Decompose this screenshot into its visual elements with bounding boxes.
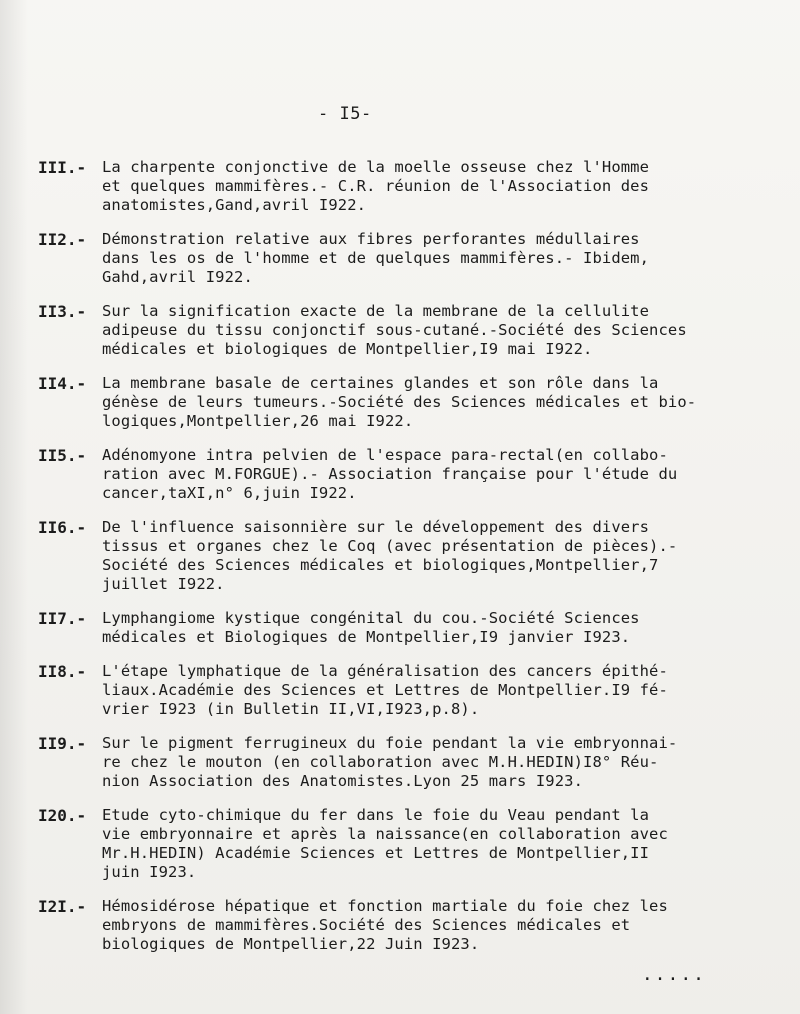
entry-text: Lymphangiome kystique congénital du cou.-Société Sciences médicales et Biologiques de Montpellier,I9 janvier I923.: [102, 609, 640, 646]
entry-number: II6.-: [38, 518, 87, 537]
publication-entry: [38, 230, 788, 287]
entry-text: De l'influence saisonnière sur le développement des divers tissus et organes chez le Coq (avec présentation de pièces).- Société des Sciences médicales et biologiques,Montpellier,7 juillet I922.: [102, 518, 678, 593]
entry-text: La charpente conjonctive de la moelle osseuse chez l'Homme et quelques mammifères.- C.R. réunion de l'Association des anatomistes,Gand,avril I922.: [102, 158, 650, 214]
continuation-dots: .....: [641, 964, 706, 985]
publication-entry: [38, 446, 788, 503]
publication-entry: [38, 374, 788, 431]
entry-text: La membrane basale de certaines glandes et son rôle dans la génèse de leurs tumeurs.-Société des Sciences médicales et bio- logiques,Montpellier,26 mai I922.: [102, 374, 697, 430]
page-number: - I5-: [318, 104, 372, 124]
entry-number: II5.-: [38, 446, 87, 465]
entry-text: Hémosidérose hépatique et fonction martiale du foie chez les embryons de mammifères.Société des Sciences médicales et biologiques de Montpellier,22 Juin I923.: [102, 897, 668, 953]
publication-entry: [38, 734, 788, 791]
entry-number: III.-: [38, 158, 87, 177]
entry-number: II3.-: [38, 302, 87, 321]
entry-number: I2I.-: [38, 897, 87, 916]
entry-text: Adénomyone intra pelvien de l'espace para-rectal(en collabo- ration avec M.FORGUE).- Association française pour l'étude du cancer,taXI,n° 6,juin I922.: [102, 446, 678, 502]
entry-text: Sur le pigment ferrugineux du foie pendant la vie embryonnai- re chez le mouton (en collaboration avec M.H.HEDIN)I8° Réu- nion Association des Anatomistes.Lyon 25 mars I923.: [102, 734, 678, 790]
entry-text: L'étape lymphatique de la généralisation des cancers épithé- liaux.Académie des Sciences et Lettres de Montpellier.I9 fé- vrier I923 (in Bulletin II,VI,I923,p.8).: [102, 662, 668, 718]
publication-list: [38, 158, 788, 969]
entry-text: Etude cyto-chimique du fer dans le foie du Veau pendant la vie embryonnaire et après la naissance(en collaboration avec Mr.H.HEDIN) Académie Sciences et Lettres de Montpellier,II juin I923.: [102, 806, 668, 881]
entry-number: II9.-: [38, 734, 87, 753]
publication-entry: [38, 806, 788, 882]
entry-number: I20.-: [38, 806, 87, 825]
entry-number: II8.-: [38, 662, 87, 681]
publication-entry: [38, 302, 788, 359]
publication-entry: [38, 609, 788, 647]
entry-number: II2.-: [38, 230, 87, 249]
publication-entry: [38, 518, 788, 594]
publication-entry: [38, 662, 788, 719]
entry-number: II4.-: [38, 374, 87, 393]
publication-entry: [38, 897, 788, 954]
entry-text: Sur la signification exacte de la membrane de la cellulite adipeuse du tissu conjonctif sous-cutané.-Société des Sciences médicales et biologiques de Montpellier,I9 mai I922.: [102, 302, 687, 358]
entry-text: Démonstration relative aux fibres perforantes médullaires dans les os de l'homme et de quelques mammifères.- Ibidem, Gahd,avril I922.: [102, 230, 650, 286]
entry-number: II7.-: [38, 609, 87, 628]
publication-entry: [38, 158, 788, 215]
